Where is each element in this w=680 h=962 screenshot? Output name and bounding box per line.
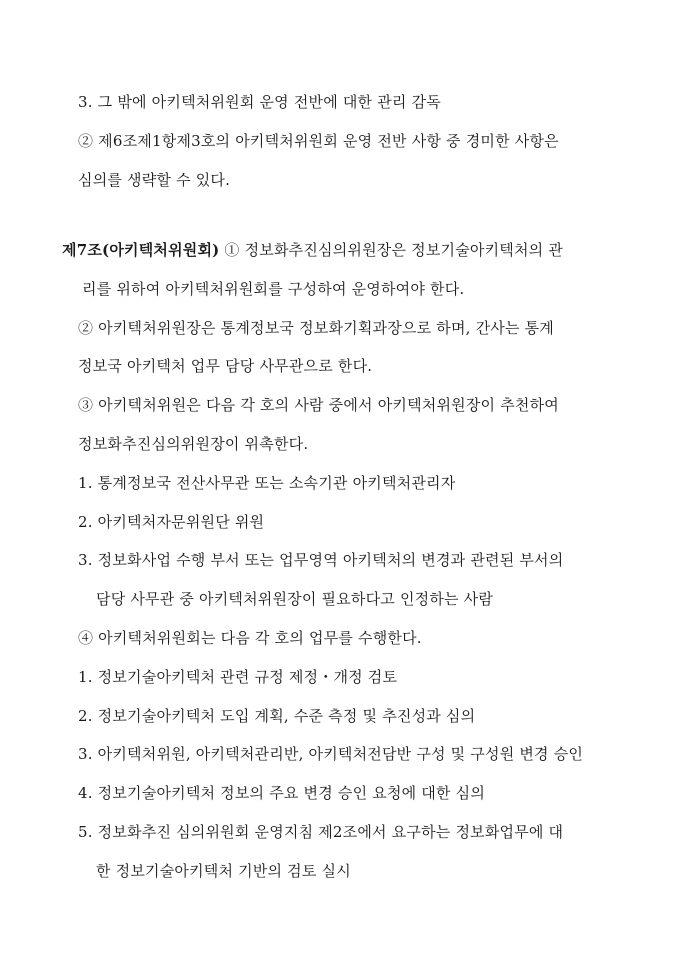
article-7-first-line: ① 정보화추진심의위원장은 정보기술아키텍처의 관 xyxy=(219,241,564,259)
text-line: 담당 사무관 중 아키텍처위원장이 필요하다고 인정하는 사람 xyxy=(96,590,494,608)
list-item: 2. 아키텍처자문위원단 위원 xyxy=(78,513,265,531)
text-line: ③ 아키텍처위원은 다음 각 호의 사람 중에서 아키텍처위원장이 추천하여 xyxy=(78,396,559,414)
text-line: 3. 그 밖에 아키텍처위원회 운영 전반에 대한 관리 감독 xyxy=(78,93,441,111)
list-item: 4. 정보기술아키텍처 정보의 주요 변경 승인 요청에 대한 심의 xyxy=(78,784,486,802)
text-line: 심의를 생략할 수 있다. xyxy=(78,171,231,189)
article-7-title: 제7조(아키텍처위원회) xyxy=(62,241,220,259)
list-item: 3. 정보화사업 수행 부서 또는 업무영역 아키텍처의 변경과 관련된 부서의 xyxy=(78,551,564,569)
list-item: 5. 정보화추진 심의위원회 운영지침 제2조에서 요구하는 정보화업무에 대 xyxy=(78,823,564,841)
text-line: ② 아키텍처위원장은 통계정보국 정보화기획과장으로 하며, 간사는 통계 xyxy=(78,319,554,337)
text-line: 리를 위하여 아키텍처위원회를 구성하여 운영하여야 한다. xyxy=(82,280,465,298)
list-item: 1. 정보기술아키텍처 관련 규정 제정・개정 검토 xyxy=(78,668,398,686)
text-line: ④ 아키텍처위원회는 다음 각 호의 업무를 수행한다. xyxy=(78,629,422,647)
text-line: ② 제6조제1항제3호의 아키텍처위원회 운영 전반 사항 중 경미한 사항은 xyxy=(78,132,559,150)
list-item: 3. 아키텍처위원, 아키텍처관리반, 아키텍처전담반 구성 및 구성원 변경 승인 xyxy=(78,745,584,763)
text-line: 한 정보기술아키텍처 기반의 검토 실시 xyxy=(96,862,351,880)
list-item: 1. 통계정보국 전산사무관 또는 소속기관 아키텍처관리자 xyxy=(78,474,456,492)
article-7-heading-line xyxy=(62,240,563,260)
text-line: 정보국 아키텍처 업무 담당 사무관으로 한다. xyxy=(78,357,373,375)
list-item: 2. 정보기술아키텍처 도입 계획, 수준 측정 및 추진성과 심의 xyxy=(78,707,476,725)
text-line: 정보화추진심의위원장이 위촉한다. xyxy=(78,435,309,453)
